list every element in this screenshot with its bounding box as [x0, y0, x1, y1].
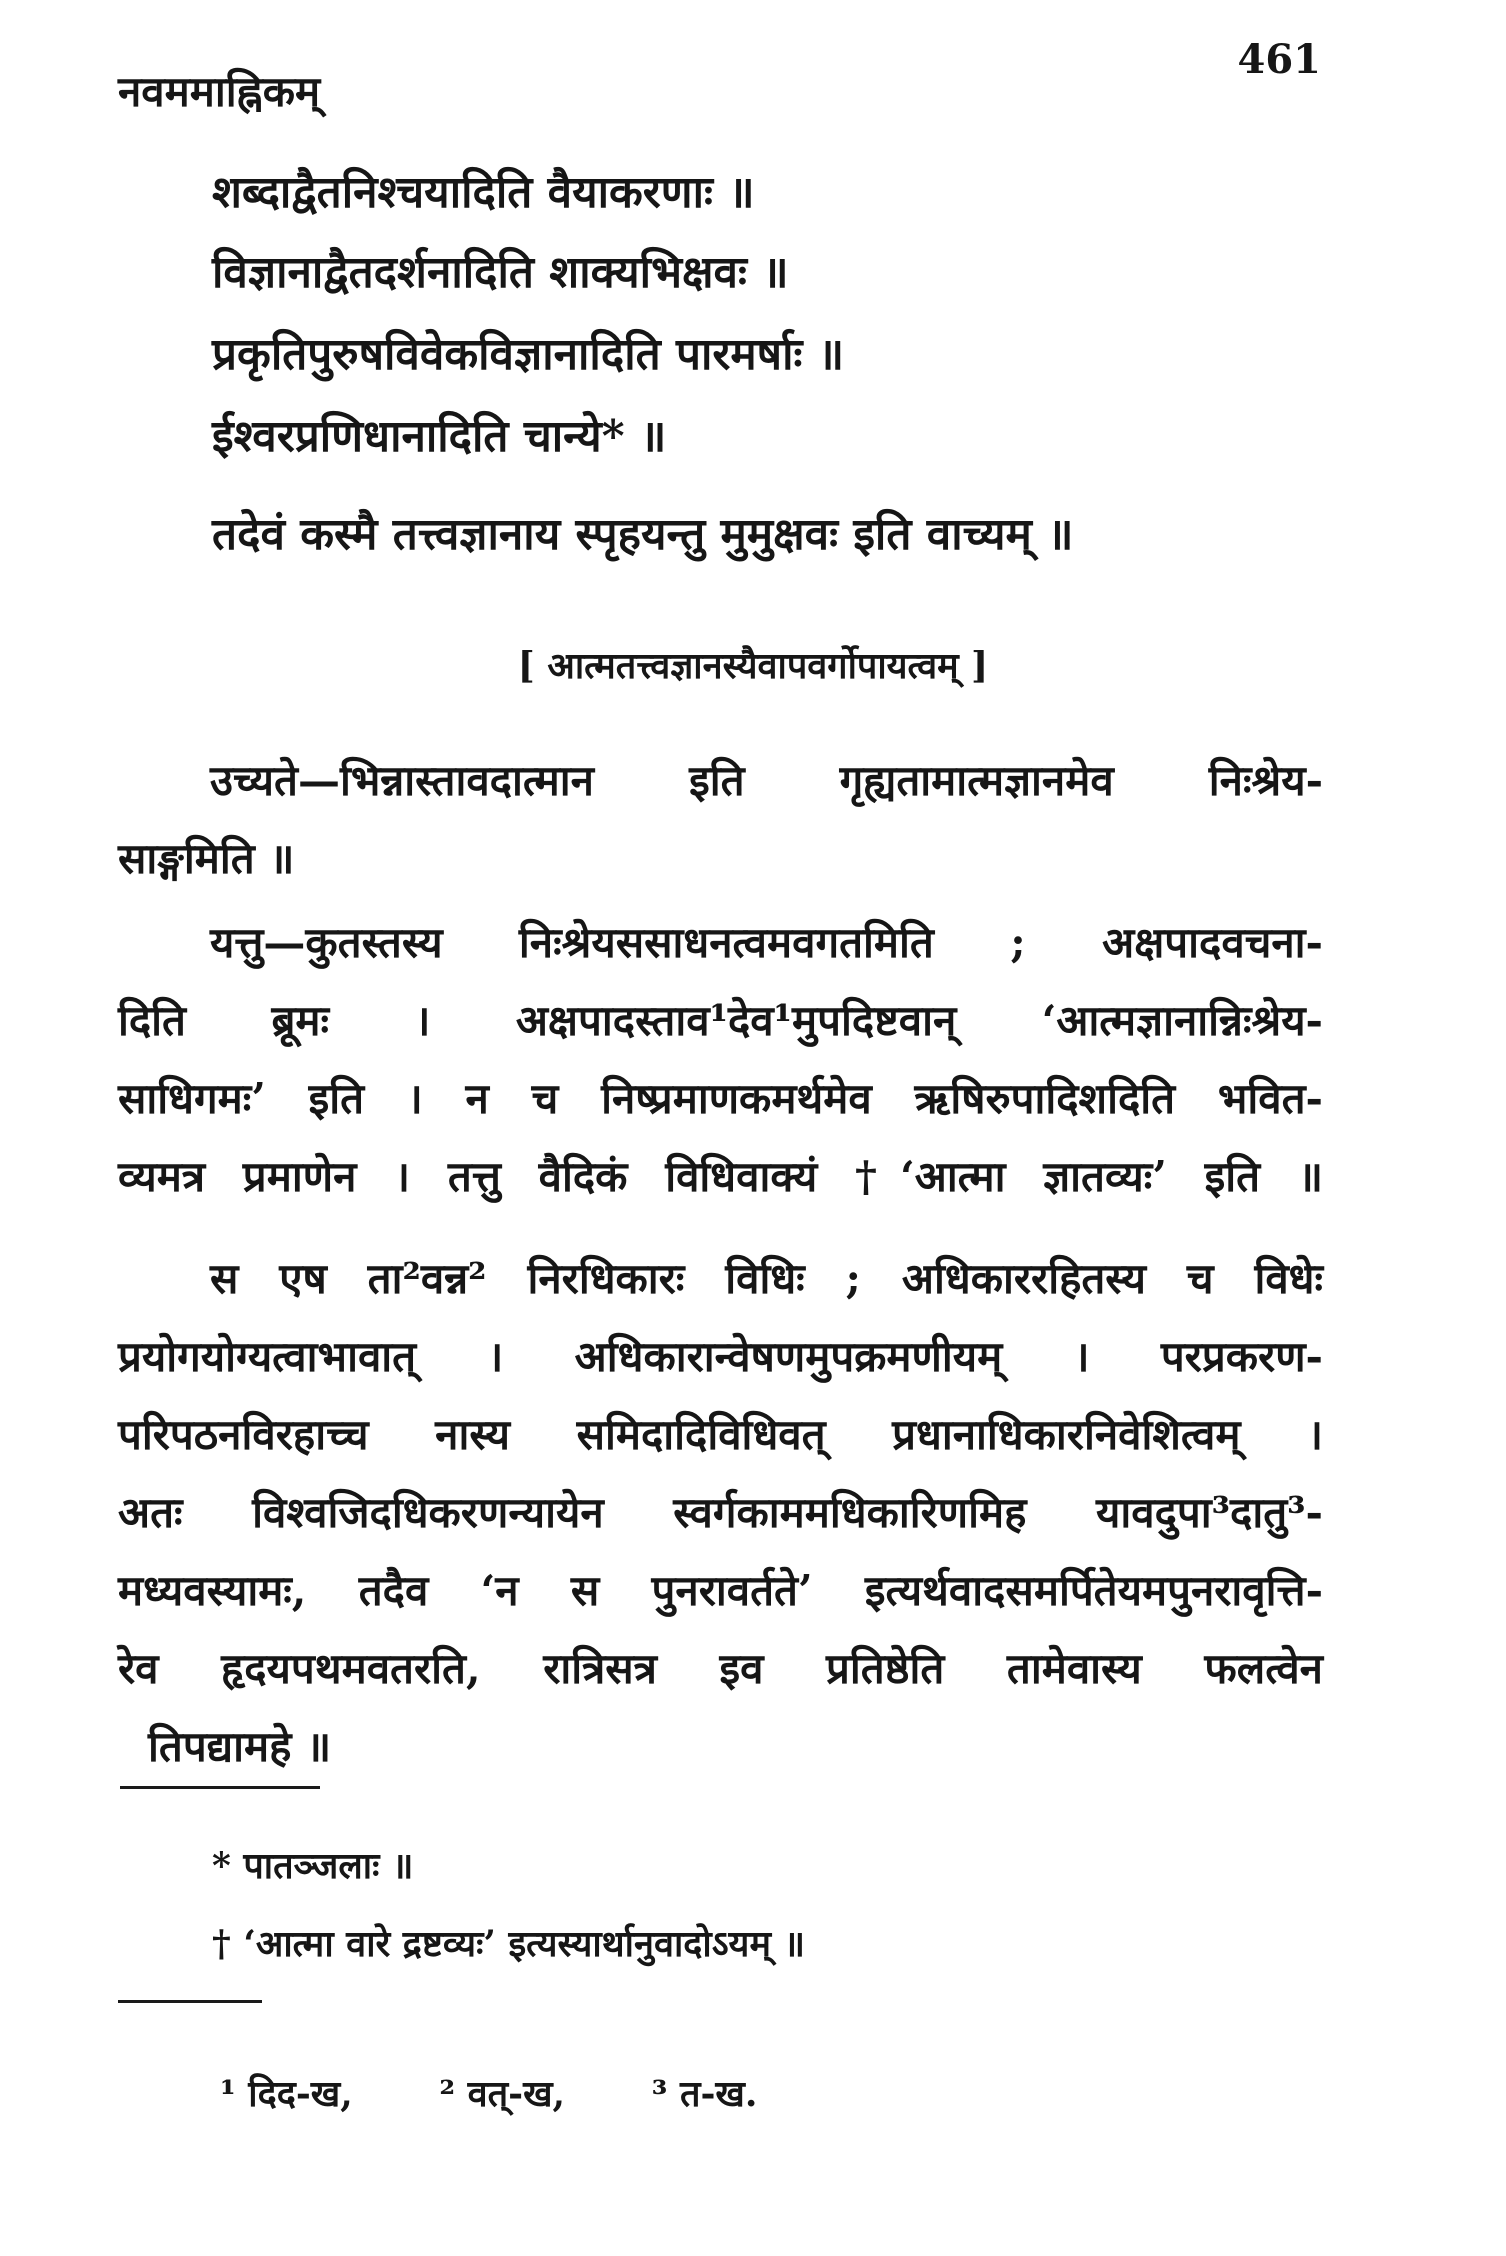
paragraph-line: मध्यवस्यामः, तदैव ‘न स पुनरावर्तते’ इत्यर्थवादसमर्पितेयमपुनरावृत्ति-: [118, 1566, 1323, 1615]
verse-line: तदेवं कस्मै तत्त्वज्ञानाय स्पृहयन्तु मुमुक्षवः इति वाच्यम् ॥: [212, 509, 1074, 560]
page-number: 461: [1237, 36, 1321, 83]
paragraph-line: दिति ब्रूमः । अक्षपादस्ताव¹देव¹मुपदिष्टवान् ‘आत्मज्ञानान्निःश्रेय-: [118, 996, 1323, 1045]
paragraph-line: साङ्गमिति ॥: [118, 834, 295, 883]
variant-readings: [220, 2068, 831, 2117]
paragraph-line: अतः विश्वजिदधिकरणन्यायेन स्वर्गकाममधिकारिणमिह यावदुपा³दातु³-: [118, 1488, 1323, 1537]
verse-line: शब्दाद्वैतनिश्चयादिति वैयाकरणाः ॥: [212, 167, 755, 218]
verse-line: विज्ञानाद्वैतदर्शनादिति शाक्यभिक्षवः ॥: [212, 247, 789, 298]
paragraph-line: यत्तु—कुतस्तस्य निःश्रेयससाधनत्वमवगतमिति ; अक्षपादवचना-: [210, 918, 1323, 967]
footnote: * पातञ्जलाः ॥: [212, 1845, 414, 1887]
variant-reading: ¹ दिद-ख,: [220, 2073, 353, 2115]
paragraph-line: व्यमत्र प्रमाणेन । तत्तु वैदिकं विधिवाक्यं †‘आत्मा ज्ञातव्यः’ इति ॥: [118, 1152, 1323, 1201]
paragraph-line: परिपठनविरहाच्च नास्य समिदादिविधिवत् प्रधानाधिकारनिवेशित्वम् ।: [118, 1410, 1323, 1459]
footnote-separator: [120, 1786, 320, 1789]
verse-line: प्रकृतिपुरुषविवेकविज्ञानादिति पारमर्षाः ॥: [212, 329, 845, 380]
verse-line: ईश्वरप्रणिधानादिति चान्ये* ॥: [212, 411, 667, 462]
paragraph-line: स एष ता²वन्न² निरधिकारः विधिः ; अधिकाररहितस्य च विधेः: [210, 1254, 1323, 1303]
footnote: † ‘आत्मा वारे द्रष्टव्यः’ इत्यस्यार्थानुवादोऽयम् ॥: [212, 1923, 806, 1965]
variants-separator: [118, 2000, 262, 2003]
running-title: नवममाह्निकम्: [118, 67, 321, 116]
paragraph-line: उच्यते—भिन्नास्तावदात्मान इति गृह्यतामात्मज्ञानमेव निःश्रेय-: [210, 756, 1323, 805]
paragraph-line: प्रयोगयोग्यत्वाभावात् । अधिकारान्वेषणमुपक्रमणीयम् । परप्रकरण-: [118, 1332, 1323, 1381]
paragraph-2: [118, 904, 1323, 1216]
paragraph-line: साधिगमः’ इति । न च निष्प्रमाणकमर्थमेव ऋषिरुपादिशदिति भवित-: [118, 1074, 1323, 1123]
variant-reading: ² वत्-ख,: [439, 2073, 566, 2115]
paragraph-3: [118, 1240, 1323, 1786]
paragraph-1: [118, 742, 1323, 898]
section-heading: [ आत्मतत्त्वज्ञानस्यैवापवर्गोपायत्वम् ]: [517, 645, 989, 687]
paragraph-line: रेव हृदयपथमवतरति, रात्रिसत्र इव प्रतिष्ठेति तामेवास्य फलत्वेन: [118, 1644, 1323, 1693]
paragraph-line: तिपद्यामहे ॥: [148, 1722, 332, 1771]
variant-reading: ³ त-ख.: [651, 2073, 758, 2115]
